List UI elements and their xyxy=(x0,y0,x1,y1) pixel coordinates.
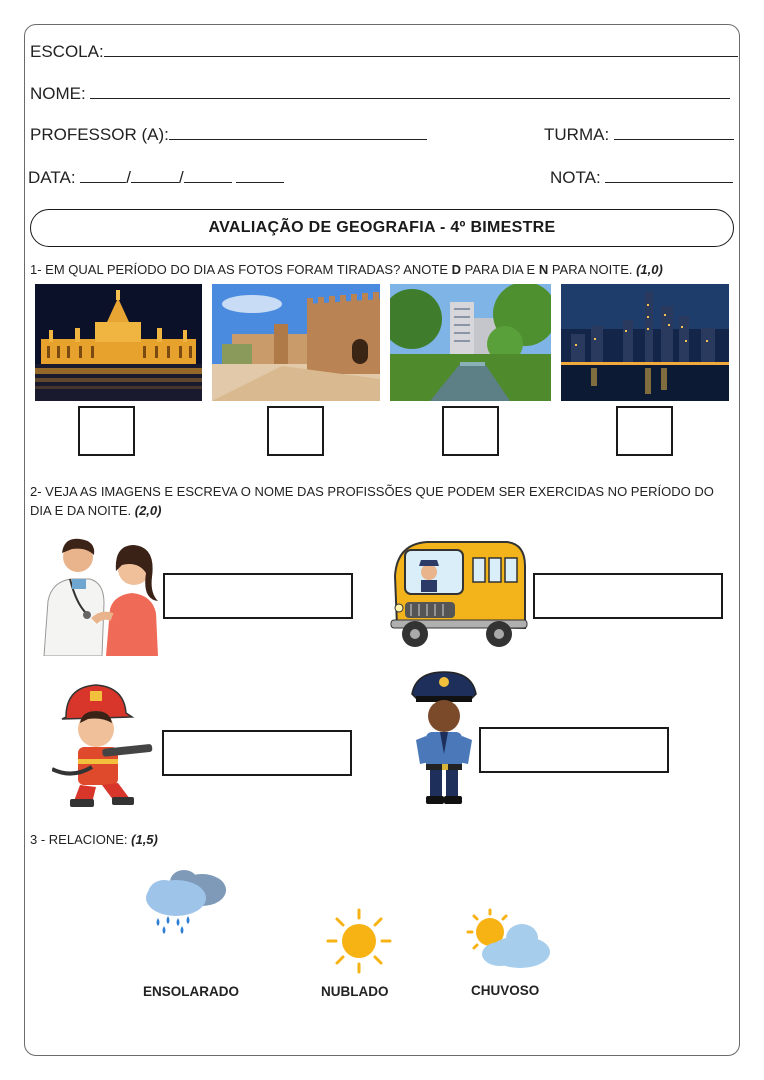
nota-label: NOTA: xyxy=(550,168,601,187)
professor-row xyxy=(30,125,427,145)
sun-icon xyxy=(326,908,392,974)
escola-label: ESCOLA: xyxy=(30,42,104,61)
turma-row xyxy=(544,125,734,145)
nome-row xyxy=(30,84,730,104)
school-bus-illustration xyxy=(387,536,529,650)
answer-box-3[interactable] xyxy=(442,406,499,456)
page-title: AVALIAÇÃO DE GEOGRAFIA - 4º BIMESTRE xyxy=(30,209,734,247)
professor-label: PROFESSOR (A): xyxy=(30,125,169,144)
q3-points: (1,5) xyxy=(131,832,158,847)
turma-label: TURMA: xyxy=(544,125,610,144)
rain-cloud-icon xyxy=(140,868,230,936)
data-year-field[interactable] xyxy=(184,168,232,183)
photo-night-skyline xyxy=(561,284,729,401)
answer-field-doctor[interactable] xyxy=(163,573,353,619)
data-day-field[interactable] xyxy=(80,168,126,183)
q1-n: N xyxy=(538,262,549,277)
answer-field-police[interactable] xyxy=(479,727,669,773)
turma-field[interactable] xyxy=(614,125,734,140)
q2-points: (2,0) xyxy=(134,503,162,518)
q1-text: 1- EM QUAL PERÍODO DO DIA AS FOTOS FORAM TIRADAS? ANOTE xyxy=(30,262,452,277)
doctor-patient-illustration xyxy=(42,533,162,656)
q1-mid: PARA DIA E xyxy=(461,262,539,277)
escola-field[interactable] xyxy=(104,42,738,57)
answer-box-4[interactable] xyxy=(616,406,673,456)
nome-field[interactable] xyxy=(90,84,730,99)
q2-text: 2- VEJA AS IMAGENS E ESCREVA O NOME DAS PROFISSÕES QUE PODEM SER EXERCIDAS NO PERÍODO DO DIA E DA NOITE. xyxy=(30,484,714,518)
question-1 xyxy=(30,260,734,279)
professor-field[interactable] xyxy=(169,125,427,140)
answer-field-bus-driver[interactable] xyxy=(533,573,723,619)
q1-d: D xyxy=(451,262,462,277)
answer-box-2[interactable] xyxy=(267,406,324,456)
data-month-field[interactable] xyxy=(131,168,179,183)
answer-box-1[interactable] xyxy=(78,406,135,456)
q1-points: (1,0) xyxy=(636,262,663,277)
label-nublado: NUBLADO xyxy=(321,984,389,999)
question-3 xyxy=(30,830,158,849)
nome-label: NOME: xyxy=(30,84,86,103)
question-2 xyxy=(30,482,734,520)
nota-field[interactable] xyxy=(605,168,733,183)
firefighter-illustration xyxy=(52,683,156,807)
escola-row xyxy=(30,42,738,62)
partly-cloudy-icon xyxy=(464,908,552,970)
q3-text: 3 - RELACIONE: xyxy=(30,832,132,847)
photo-day-park xyxy=(390,284,551,401)
data-row: DATA: / / xyxy=(28,168,284,188)
data-label: DATA: xyxy=(28,168,76,187)
police-officer-illustration xyxy=(408,670,480,806)
photo-day-fortress xyxy=(212,284,380,401)
nota-row xyxy=(550,168,733,188)
answer-field-firefighter[interactable] xyxy=(162,730,352,776)
data-extra-field[interactable] xyxy=(236,168,284,183)
label-chuvoso: CHUVOSO xyxy=(471,983,540,998)
q1-suffix: PARA NOITE. xyxy=(548,262,637,277)
photo-night-palace xyxy=(35,284,202,401)
label-ensolarado: ENSOLARADO xyxy=(143,984,240,999)
